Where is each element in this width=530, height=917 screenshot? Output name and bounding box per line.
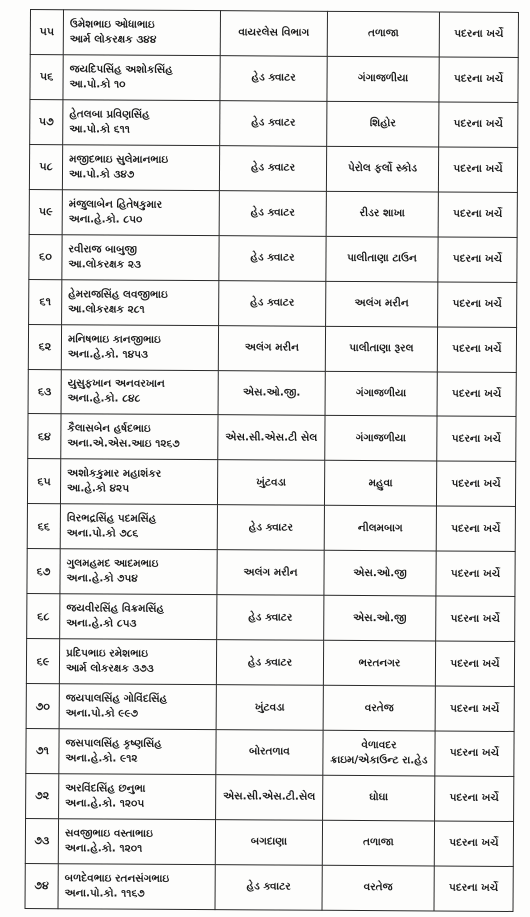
employee-cell [61,369,218,415]
to-posting-cell [326,191,438,237]
table-row [29,234,517,282]
transfer-type-cell [438,192,517,237]
transfer-type: પદરના ખર્ચે [452,252,503,266]
to-posting: અલંગ મરીન [354,297,409,310]
table-row [26,639,514,687]
employee-cell [60,594,217,640]
employee-rank: આર્મ લોકરક્ષક ૩૪૪ [69,33,157,46]
employee-cell [63,55,220,101]
employee-rank: અના.હે.કો. ૮૫૦ [68,212,143,226]
table-row [30,99,518,147]
employee-rank: આ.લોકરક્ષક ૨૩ [68,257,142,271]
serial-number: ૬૦ [39,250,52,264]
serial-number-cell [28,414,61,459]
employee-name: રવીરાજ બાબુજી [68,242,138,256]
serial-number: ૫૭ [38,115,54,129]
to-posting-cell [325,326,437,372]
employee-name: મજીદભાઇ સુલેમાનભાઇ [69,153,169,166]
serial-number: ૬૭ [36,564,51,578]
from-posting: હેડ ક્વાટર [250,161,296,174]
employee-name: હેમરાજસિંહ લવજીભાઇ [68,287,168,301]
from-posting-cell [216,730,323,776]
to-posting: પાલીતાણા રૂરલ [349,341,414,355]
transfer-type-cell [436,596,515,641]
from-posting-cell [219,145,326,191]
serial-number-cell [29,144,62,189]
to-posting: તળાજા [363,836,394,849]
from-posting: હેડ ક્વાટર [248,521,293,534]
employee-name: ગુલમહમદ આદમભાઇ [66,557,159,571]
from-posting-cell [217,505,324,551]
transfer-type: પદરના ખર્ચે [452,342,502,355]
employee-cell [59,639,216,685]
to-posting-cell [325,371,437,417]
table-row [27,549,515,597]
table-row [27,459,515,507]
serial-number: ૬૫ [37,474,51,488]
transfer-type: પદરના ખર્ચે [454,28,504,41]
table-row [29,279,517,327]
transfer-type: પદરના ખર્ચે [451,477,501,490]
transfer-type-cell [436,461,515,506]
employee-cell [59,684,216,730]
serial-number: ૫૮ [39,160,53,174]
from-posting: અલંગ મરીન [244,341,299,354]
from-posting: હેડ ક્વાટર [246,880,291,894]
transfer-type: પદરના ખર્ચે [450,702,500,715]
serial-number-cell [28,369,61,414]
employee-cell [58,819,215,865]
employee-rank: અના.પો.કો ૭૮૬ [66,527,139,540]
serial-number: ૬૨ [38,340,52,354]
employee-name: જયપાલસિંહ ગોવિંદસિંહ [65,692,168,705]
to-posting: વરતેજ [363,881,393,894]
from-posting-cell [217,550,324,596]
serial-number: ૭૨ [35,789,50,803]
to-posting-cell [327,11,439,57]
transfer-type: પદરના ખર્ચે [453,72,504,86]
employee-cell [62,189,219,235]
employee-name: યુસુફખાન અનવરખાન [67,377,165,391]
employee-name: વિરભદ્રસિંહ પદમસિંહ [66,512,157,526]
transfer-type-cell [436,506,515,551]
serial-number: ૬૪ [37,429,51,444]
transfer-type: પદરના ખર્ચે [452,387,502,400]
employee-cell [60,504,217,550]
table-row [30,54,518,102]
employee-cell [61,414,218,460]
from-posting-cell [220,11,327,57]
table-row [25,863,513,911]
employee-name: અશોકકુમાર મહાશંકર [67,467,162,481]
from-posting: હેડ ક્વાટર [251,116,296,129]
from-posting-cell [218,415,325,461]
to-posting: ઘોઘા [369,791,389,804]
serial-number: ૫૫ [39,25,55,39]
employee-rank: આ.હે.કો ૪૨૫ [67,482,130,495]
employee-cell [62,234,219,280]
from-posting-cell [215,820,322,866]
to-posting-cell [326,281,438,327]
from-posting: એસ.સી.એસ.ટી.સેલ [223,790,316,804]
transfer-type-cell [438,282,517,327]
from-posting: બગદાણા [250,835,288,848]
employee-cell [61,324,218,370]
from-posting: ખુંટવડા [254,700,285,714]
serial-number: ૭૪ [34,879,49,893]
to-posting-cell [326,146,438,192]
from-posting-cell [219,280,326,326]
transfer-type: પદરના ખર્ચે [449,791,499,805]
serial-number: ૬૬ [37,519,51,533]
to-posting: નીલમબાગ [357,521,403,535]
employee-rank: આ.લોકરક્ષક ૨૮૧ [68,302,145,316]
serial-number: ૭૩ [34,834,50,848]
employee-name: બળદેવભાઇ રતનસંગભાઇ [64,872,170,885]
table-row [26,773,514,821]
to-posting: પાલીતાણા ટાઉન [347,252,417,265]
employee-rank: અના.હે.કો ૭૫૪ [66,572,138,585]
to-posting-cell [327,56,439,102]
employee-rank: અના.હે.કો. ૧૨૦૧ [64,842,143,855]
serial-number-cell [26,639,59,684]
to-posting-cell [324,461,436,507]
serial-number-cell [28,324,61,369]
employee-cell [59,729,216,775]
to-posting: તળાજા [367,27,399,40]
serial-number-cell [27,549,60,594]
transfer-type: પદરના ખર્ચે [448,881,499,895]
transfer-type-cell [436,551,515,596]
employee-name: અરવિંદસિંહ છનુભા [65,782,146,795]
from-posting-cell [218,325,325,371]
serial-number-cell [27,459,60,504]
to-posting-cell [327,101,439,147]
transfer-type: પદરના ખર્ચે [453,162,503,176]
from-posting-cell [220,56,327,102]
serial-number: ૭૦ [35,699,50,713]
to-posting-cell [323,640,435,686]
transfer-type: પદરના ખર્ચે [450,612,500,625]
transfer-type-cell [435,776,514,821]
employee-rank: અના.એ.એસ.આઇ ૧૨૬૭ [67,437,180,451]
employee-rank: આ.પો.કો ૬૧૧ [69,123,130,136]
to-posting-cell [323,775,435,821]
table-row [27,594,515,642]
table-row [29,189,517,237]
serial-number: ૬૧ [39,295,52,309]
employee-rank: અના.પો.કો. ૧૧૬૭ [64,887,145,900]
to-posting-cell [326,236,438,282]
transfer-type: પદરના ખર્ચે [450,567,501,580]
employee-cell [62,279,219,325]
table-row [28,414,516,462]
from-posting-cell [216,685,323,731]
employee-rank: અના.હે.કો. ૮૪૮ [67,392,141,406]
employee-cell [58,864,215,910]
employee-name: પ્રદિપભાઇ રમેશભાઇ [66,647,149,660]
to-posting: વેળાવદર [361,739,397,752]
to-posting: પેરોલ ફર્લો સ્કોડ [347,162,418,175]
employee-rank: આ.પો.કો ૧૦ [69,78,126,91]
from-posting: હેડ ક્વાટર [250,296,295,309]
employee-name: મનિષભાઇ કાનજીભાઇ [67,332,161,346]
employee-cell [60,549,217,595]
transfer-table [25,9,519,912]
to-posting: એસ.ઓ.જી [353,611,407,624]
transfer-type-cell [437,327,516,372]
to-posting: ગંગાજળીયા [356,386,407,400]
transfer-type: પદરના ખર્ચે [453,117,503,131]
transfer-type-cell [435,641,514,686]
serial-number: ૬૩ [37,385,52,399]
transfer-type-cell [438,237,517,282]
table-row [28,324,516,372]
from-posting: હેડ ક્વાટર [250,251,295,264]
transfer-type: પદરના ખર્ચે [449,747,500,760]
employee-name: મંજુલાબેન હિતેષકુમાર [68,197,163,211]
transfer-type: પદરના ખર્ચે [451,432,502,445]
transfer-type: પદરના ખર્ચે [453,207,503,221]
employee-name: સવજીભાઇ વસ્તાભાઇ [64,827,153,840]
from-posting-cell [216,640,323,686]
employee-name: કૈલાસબેન હર્ષદભાઇ [67,422,151,436]
to-posting: મહુવા [368,476,393,490]
serial-number-cell [27,594,60,639]
transfer-type-cell [434,866,513,912]
to-posting-cell [322,820,434,866]
from-posting: હેડ ક્વાટર [250,206,295,219]
employee-name: ઉમેશભાઇ ઓધાભાઇ [69,18,155,31]
serial-number-cell [29,189,62,234]
transfer-type-cell [434,821,513,866]
from-posting-cell [219,235,326,281]
serial-number-cell [26,684,59,729]
to-posting-cell [325,416,437,462]
employee-rank: આ.પો.કો ૩૪૭ [68,168,135,181]
serial-number-cell [29,279,62,324]
from-posting: એસ.સી.એસ.ટી સેલ [225,431,318,444]
employee-cell [62,145,219,191]
employee-cell [59,774,216,820]
employee-rank: અના.હે.કો. ૧૪૫૩ [67,347,149,361]
serial-number-cell [25,863,58,908]
employee-name: જસપાલસિંહ કૃષ્ણસિંહ [65,737,162,750]
to-posting: ગંગાજળીયા [357,72,409,85]
to-posting-cell [324,595,436,641]
table-body [25,10,518,912]
serial-number: ૫૯ [38,205,53,219]
serial-number-cell [30,54,63,99]
table-row [25,818,513,866]
table-row [29,144,517,192]
to-posting-cell [322,865,434,911]
from-posting-cell [217,460,324,506]
to-posting: શિહોર [369,117,396,130]
transfer-type-cell [437,371,516,416]
from-posting: હેડ ક્વાટર [247,655,293,669]
employee-name: હેતલબા પ્રવિણસિંહ [69,108,150,121]
to-posting-cell [323,730,435,776]
employee-rank: અના.હે.કો ૮૫૩ [66,617,137,630]
from-posting: હેડ ક્વાટર [248,611,293,624]
to-posting: રીડર શાખા [359,207,405,220]
transfer-type-cell [437,416,516,461]
from-posting: બોરતળાવ [249,745,290,759]
to-posting: ભરતનગર [358,656,401,669]
from-posting-cell [216,775,323,821]
table-row [28,369,516,417]
employee-cell [60,459,217,505]
to-posting-cell [324,506,436,552]
serial-number-cell [30,10,63,55]
employee-rank: આર્મ લોકરક્ષક ૩૭૩ [65,662,154,675]
serial-number: ૫૬ [39,70,54,84]
serial-number: ૬૯ [36,654,50,668]
employee-rank: અના.હે.કો. ૧૨૦૫ [65,797,145,810]
employee-rank: અના.હે.કો. ૯૧૨ [65,752,138,765]
from-posting: ખુંટવડા [256,476,286,489]
transfer-type-cell [435,731,514,776]
employee-cell [63,10,220,56]
serial-number: ૭૧ [35,744,50,758]
table-row [26,728,514,776]
serial-number-cell [29,234,62,279]
from-posting: અલંગ મરીન [243,566,298,579]
from-posting-cell [220,101,327,147]
to-posting: ગંગાજળીયા [355,431,407,445]
serial-number-cell [26,728,59,773]
from-posting-cell [215,864,322,910]
serial-number-cell [27,504,60,549]
to-posting: વરતેજ [364,701,394,714]
serial-number: ૬૮ [37,609,50,623]
serial-number-cell [30,99,63,144]
employee-name: જયદિપસિંહ અશોકસિંહ [69,63,173,76]
table-row [27,504,515,552]
table-row [30,10,518,58]
from-posting-cell [218,370,325,416]
transfer-type-cell [439,12,518,57]
transfer-type: પદરના ખર્ચે [450,657,500,670]
transfer-type-cell [439,102,518,147]
to-posting-cell [324,551,436,597]
employee-cell [63,100,220,146]
from-posting-cell [217,595,324,641]
from-posting: એસ.ઓ.જી. [242,386,301,399]
transfer-type: પદરના ખર્ચે [452,297,502,310]
serial-number-cell [25,818,58,863]
to-posting: એસ.ઓ.જી [353,566,407,580]
transfer-type-cell [439,57,518,102]
serial-number-cell [26,773,59,818]
transfer-type: પદરના ખર્ચે [451,522,501,535]
to-posting-cell [323,685,435,731]
transfer-type: પદરના ખર્ચે [449,836,499,850]
to-posting-detail: ક્રાઇમ/એકાઉન્ટ રા.હેડ [330,753,428,767]
table-row [26,684,514,732]
employee-name: જયવીરસિંહ વિક્રમસિંહ [66,602,164,615]
employee-rank: અના.પો.કો ૯૯૭ [65,707,139,720]
transfer-type-cell [435,686,514,731]
from-posting: હેડ ક્વાટર [251,71,296,85]
from-posting-cell [219,190,326,236]
transfer-type-cell [438,147,517,192]
from-posting: વાયરલેસ વિભાગ [238,26,310,40]
